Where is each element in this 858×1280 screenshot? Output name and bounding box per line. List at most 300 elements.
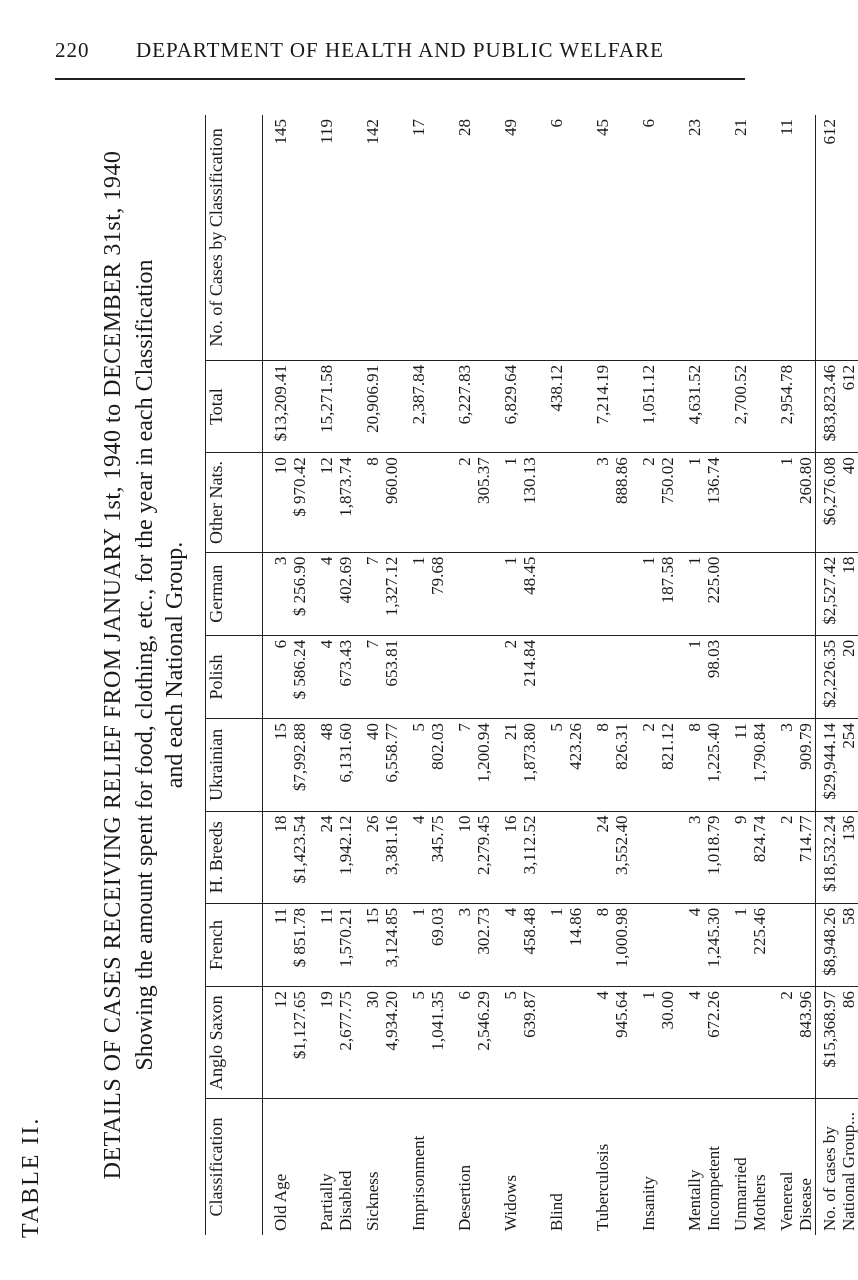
cell-value: 30.00 (658, 991, 677, 1030)
cell-value: 260.80 (796, 457, 815, 505)
table-cell (263, 719, 310, 811)
table-row (539, 115, 585, 1235)
classification-label: Widows (501, 1175, 520, 1231)
cell-value: 11 (271, 907, 290, 925)
table-cell (447, 360, 493, 452)
table-cell (723, 811, 769, 903)
table-cell (493, 635, 539, 718)
total-value: $15,368.97 (820, 991, 839, 1068)
cell-value: 1 (731, 907, 750, 917)
table-cell (447, 903, 493, 986)
cell-value: 4 (501, 907, 520, 917)
totals-label-line: No. of cases by (820, 1126, 839, 1231)
cell-value: 1 (639, 556, 658, 566)
cell-value: 2,954.78 (777, 364, 796, 425)
table-cell (539, 115, 585, 360)
table-cell (401, 719, 447, 811)
cell-value: 305.37 (474, 457, 493, 505)
table-cell (677, 635, 723, 718)
table-cell (401, 987, 447, 1099)
cell-value: 214.84 (520, 639, 539, 687)
cell-value: 18 (271, 815, 290, 833)
table-cell (401, 903, 447, 986)
table-cell (585, 635, 631, 718)
total-value: 86 (839, 991, 858, 1009)
table-cell (355, 635, 401, 718)
total-value: 58 (839, 907, 858, 925)
table-header-row (206, 115, 263, 1235)
cell-value: 10 (455, 815, 474, 833)
column-header: Ukrainian (206, 719, 263, 811)
table-cell (401, 635, 447, 718)
table-cell (539, 719, 585, 811)
cell-value: 15 (363, 907, 382, 925)
table-cell (493, 360, 539, 452)
table-cell (447, 987, 493, 1099)
cell-value: 2 (455, 457, 474, 466)
table-cell (309, 719, 355, 811)
cell-value: 6 (639, 119, 658, 128)
table-cell (447, 719, 493, 811)
total-cell (816, 552, 858, 635)
table-cell (355, 987, 401, 1099)
column-header: German (206, 552, 263, 635)
cell-value: 653.81 (382, 639, 401, 687)
cell-value: 1,245.30 (704, 907, 723, 968)
cell-value: 4 (409, 815, 428, 825)
classification-cell (493, 1099, 539, 1236)
cell-value: 3 (455, 907, 474, 917)
table-cell (493, 987, 539, 1099)
cell-value: 142 (363, 119, 382, 145)
table-cell (263, 635, 310, 718)
table-cell (631, 811, 677, 903)
table-cell (401, 811, 447, 903)
table-cell (493, 552, 539, 635)
table-cell (769, 453, 816, 552)
cell-value: 225.00 (704, 556, 723, 604)
table-cell (539, 360, 585, 452)
page-number: 220 (55, 38, 90, 62)
column-header: Anglo Saxon (206, 987, 263, 1099)
cell-value: 6 (547, 119, 566, 128)
table-cell (585, 987, 631, 1099)
table-cell (355, 552, 401, 635)
classification-label: Blind (547, 1193, 566, 1231)
cell-value: 187.58 (658, 556, 677, 604)
cell-value: 225.46 (750, 907, 769, 955)
cell-value: 3,124.85 (382, 907, 401, 968)
table-cell (263, 903, 310, 986)
table-cell (631, 552, 677, 635)
cell-value: 6,558.77 (382, 723, 401, 783)
cell-value: 12 (317, 457, 336, 475)
cell-value: 821.12 (658, 723, 677, 770)
classification-cell (539, 1099, 585, 1236)
cell-value: 824.74 (750, 815, 769, 863)
table-cell (309, 635, 355, 718)
cell-value: 1 (685, 556, 704, 566)
cell-value: 1,873.80 (520, 723, 539, 783)
cell-value: 11 (317, 907, 336, 925)
table-cell (263, 360, 310, 452)
cell-value: $13,209.41 (271, 364, 290, 442)
table-row (401, 115, 447, 1235)
column-header: Total (206, 360, 263, 452)
table-cell (723, 903, 769, 986)
table-cell (677, 811, 723, 903)
cell-value: 49 (501, 119, 520, 136)
table-cell (769, 115, 816, 360)
table-row (309, 115, 355, 1235)
cell-value: 8 (685, 723, 704, 732)
cell-value: 4 (685, 991, 704, 1000)
cell-value: 960.00 (382, 457, 401, 505)
cell-value: 3 (593, 457, 612, 466)
cell-value: 5 (409, 723, 428, 732)
cell-value: 15,271.58 (317, 364, 336, 433)
running-header (55, 38, 745, 68)
cell-value: 1,018.79 (704, 815, 723, 876)
column-header: French (206, 903, 263, 986)
cell-value: 1,942.12 (336, 815, 355, 876)
cell-value: 130.13 (520, 457, 539, 505)
table-cell (631, 115, 677, 360)
cell-value: 1,051.12 (639, 364, 658, 425)
table-cell (539, 811, 585, 903)
table-cell (539, 903, 585, 986)
header-rule (55, 78, 745, 80)
cell-value: 119 (317, 119, 336, 144)
table-cell (539, 552, 585, 635)
classification-cell (677, 1099, 723, 1236)
cell-value: 1 (547, 907, 566, 917)
classification-cell (355, 1099, 401, 1236)
table-label-side: TABLE II. (18, 1116, 44, 1238)
table-cell (539, 635, 585, 718)
cell-value: 639.87 (520, 991, 539, 1038)
cell-value: 4,631.52 (685, 364, 704, 425)
cell-value: 98.03 (704, 639, 723, 679)
table-footer (816, 115, 858, 1235)
table-cell (263, 453, 310, 552)
table-cell (539, 987, 585, 1099)
cell-value: 2 (777, 991, 796, 1000)
cell-value: 1,873.74 (336, 457, 355, 517)
table-cell (309, 987, 355, 1099)
cell-value: 17 (409, 119, 428, 136)
table-cell (493, 811, 539, 903)
table-row (493, 115, 539, 1235)
table-cell (723, 453, 769, 552)
table-body (263, 115, 816, 1235)
total-value: $2,226.35 (820, 639, 839, 708)
cell-value: 21 (731, 119, 750, 136)
cell-value: $ 586.24 (290, 639, 309, 700)
table-cell (493, 115, 539, 360)
table-cell (769, 552, 816, 635)
cell-value: 21 (501, 723, 520, 741)
cell-value: 826.31 (612, 723, 631, 770)
cell-value: 5 (547, 723, 566, 732)
total-value: $2,527.42 (820, 556, 839, 625)
cell-value: 1 (409, 556, 428, 566)
table-cell (355, 360, 401, 452)
cell-value: 3 (271, 556, 290, 566)
cell-value: 345.75 (428, 815, 447, 863)
cell-value: 4 (685, 907, 704, 917)
cell-value: 7 (455, 723, 474, 732)
table-cell (677, 360, 723, 452)
total-value: 136 (839, 815, 858, 842)
cell-value: 5 (409, 991, 428, 1000)
classification-label: Imprisonment (409, 1135, 428, 1231)
classification-cell (769, 1099, 816, 1236)
table-cell (723, 360, 769, 452)
table-cell (677, 115, 723, 360)
cell-value: 1 (685, 639, 704, 649)
cell-value: 1 (777, 457, 796, 466)
classification-cell (585, 1099, 631, 1236)
cell-value: 24 (593, 815, 612, 833)
cell-value: 11 (731, 723, 750, 740)
table-cell (585, 115, 631, 360)
cell-value: 145 (271, 119, 290, 145)
column-header: No. of Cases by Classification (206, 115, 263, 360)
cell-value: 6 (271, 639, 290, 649)
table-cell (309, 115, 355, 360)
cell-value: 1 (685, 457, 704, 466)
classification-label: Mentally (685, 1169, 704, 1231)
cell-value: $ 970.42 (290, 457, 309, 517)
cell-value: 10 (271, 457, 290, 475)
classification-label: Old Age (271, 1173, 290, 1231)
cell-value: 23 (685, 119, 704, 136)
table-cell (585, 552, 631, 635)
table-cell (585, 360, 631, 452)
cell-value: $1,127.65 (290, 991, 309, 1060)
table-cell (401, 115, 447, 360)
cell-value: 6,131.60 (336, 723, 355, 783)
cell-value: 26 (363, 815, 382, 833)
table-row (677, 115, 723, 1235)
cell-value: 24 (317, 815, 336, 833)
total-value: $8,948.26 (820, 907, 839, 976)
table-cell (723, 635, 769, 718)
cell-value: 1,327.12 (382, 556, 401, 617)
classification-label: Disabled (336, 1170, 355, 1231)
cell-value: 48 (317, 723, 336, 741)
table-subtitle-2: and each National Group. (162, 541, 188, 789)
cell-value: 12 (271, 991, 290, 1009)
table-cell (447, 453, 493, 552)
table-cell (769, 903, 816, 986)
table-cell (631, 360, 677, 452)
classification-label: Incompetent (704, 1146, 723, 1231)
table-cell (677, 903, 723, 986)
column-header: Classification (206, 1099, 263, 1236)
classification-label: Venereal (777, 1171, 796, 1231)
cell-value: $ 851.78 (290, 907, 309, 968)
classification-label: Partially (317, 1173, 336, 1231)
table-cell (263, 115, 310, 360)
table-cell (585, 719, 631, 811)
cell-value: 2 (639, 723, 658, 732)
cell-value: 6,829.64 (501, 364, 520, 425)
classification-label: Insanity (639, 1176, 658, 1231)
cell-value: 30 (363, 991, 382, 1009)
cell-value: 802.03 (428, 723, 447, 770)
cell-value: 750.02 (658, 457, 677, 505)
cell-value: 1 (639, 991, 658, 1000)
column-header: Polish (206, 635, 263, 718)
table-cell (355, 453, 401, 552)
table-row (769, 115, 816, 1235)
classification-cell (263, 1099, 310, 1236)
table-cell (723, 115, 769, 360)
classification-cell (309, 1099, 355, 1236)
table-cell (585, 811, 631, 903)
column-header: Other Nats. (206, 453, 263, 552)
table-cell (723, 987, 769, 1099)
cell-value: 3,112.52 (520, 815, 539, 875)
cell-value: 11 (777, 119, 796, 136)
cell-value: 8 (363, 457, 382, 466)
rotated-table-block (70, 95, 858, 1235)
cell-value: 1,225.40 (704, 723, 723, 783)
classification-cell (723, 1099, 769, 1236)
table-row (585, 115, 631, 1235)
table-row (631, 115, 677, 1235)
table-cell (769, 987, 816, 1099)
cell-value: 423.26 (566, 723, 585, 770)
table-cell (631, 903, 677, 986)
cell-value: 2,387.84 (409, 364, 428, 425)
classification-label: Tuberculosis (593, 1143, 612, 1231)
column-header: H. Breeds (206, 811, 263, 903)
cell-value: 40 (363, 723, 382, 741)
cell-value: 458.48 (520, 907, 539, 955)
cell-value: 1 (409, 907, 428, 917)
totals-label (816, 1099, 858, 1236)
total-cell (816, 811, 858, 903)
total-cell (816, 903, 858, 986)
cell-value: 1,200.94 (474, 723, 493, 783)
cell-value: 672.26 (704, 991, 723, 1038)
table-row (263, 115, 310, 1235)
cell-value: 28 (455, 119, 474, 136)
table-cell (309, 360, 355, 452)
table-cell (723, 719, 769, 811)
cell-value: 2,677.75 (336, 991, 355, 1051)
running-title: DEPARTMENT OF HEALTH AND PUBLIC WELFARE (136, 38, 664, 62)
total-value: $18,532.24 (820, 815, 839, 893)
table-cell (677, 552, 723, 635)
cell-value: 6,227.83 (455, 364, 474, 425)
cell-value: 402.69 (336, 556, 355, 604)
table-cell (447, 115, 493, 360)
classification-label: Unmarried (731, 1157, 750, 1231)
table-cell (447, 635, 493, 718)
cell-value: 673.43 (336, 639, 355, 687)
cell-value: 1,041.35 (428, 991, 447, 1051)
cell-value: 7 (363, 556, 382, 566)
total-value: 20 (839, 639, 858, 657)
cell-value: $ 256.90 (290, 556, 309, 617)
totals-row (816, 115, 858, 1235)
cell-value: 2 (639, 457, 658, 466)
cell-value: 8 (593, 907, 612, 917)
cell-value: 16 (501, 815, 520, 833)
totals-label-line: National Group... (839, 1112, 858, 1231)
cell-value: 2 (501, 639, 520, 649)
cell-value: 945.64 (612, 991, 631, 1038)
cell-value: 45 (593, 119, 612, 136)
table-cell (585, 453, 631, 552)
total-value: $6,276.08 (820, 457, 839, 526)
cell-value: 843.96 (796, 991, 815, 1038)
table-cell (769, 360, 816, 452)
table-cell (355, 115, 401, 360)
cell-value: 3,381.16 (382, 815, 401, 876)
total-cell (816, 635, 858, 718)
cell-value: $1,423.54 (290, 815, 309, 884)
table-cell (309, 552, 355, 635)
cell-value: 15 (271, 723, 290, 741)
cell-value: 79.68 (428, 556, 447, 595)
table-cell (769, 635, 816, 718)
total-value: 612 (820, 119, 839, 145)
table-cell (723, 552, 769, 635)
table-cell (769, 811, 816, 903)
table-cell (401, 360, 447, 452)
classification-cell (401, 1099, 447, 1236)
cell-value: 438.12 (547, 364, 566, 412)
cell-value: 136.74 (704, 457, 723, 505)
total-cell (816, 987, 858, 1099)
cell-value: 14.86 (566, 907, 585, 947)
cell-value: 1 (501, 556, 520, 566)
table-cell (493, 719, 539, 811)
cell-value: 4 (593, 991, 612, 1000)
cell-value: 1 (501, 457, 520, 466)
cell-value: 1,570.21 (336, 907, 355, 968)
classification-label: Disease (796, 1178, 815, 1231)
total-cell (816, 115, 858, 360)
cell-value: 4 (317, 639, 336, 649)
cell-value: 1,790.84 (750, 723, 769, 783)
table-title: DETAILS OF CASES RECEIVING RELIEF FROM JANUARY 1st, 1940 to DECEMBER 31st, 1940 (100, 150, 126, 1180)
total-value: 18 (839, 556, 858, 574)
cell-value: 19 (317, 991, 336, 1009)
cell-value: 2,279.45 (474, 815, 493, 876)
table-cell (309, 811, 355, 903)
table-cell (539, 453, 585, 552)
table-cell (631, 635, 677, 718)
cell-value: 909.79 (796, 723, 815, 770)
table-cell (493, 903, 539, 986)
cell-value: 6 (455, 991, 474, 1000)
cell-value: 48.45 (520, 556, 539, 595)
total-value: 254 (839, 723, 858, 749)
total-value: 40 (839, 457, 858, 475)
total-cell (816, 360, 858, 452)
relief-table (205, 115, 858, 1235)
cell-value: 69.03 (428, 907, 447, 947)
table-cell (677, 987, 723, 1099)
table-cell (263, 552, 310, 635)
cell-value: 4,934.20 (382, 991, 401, 1051)
